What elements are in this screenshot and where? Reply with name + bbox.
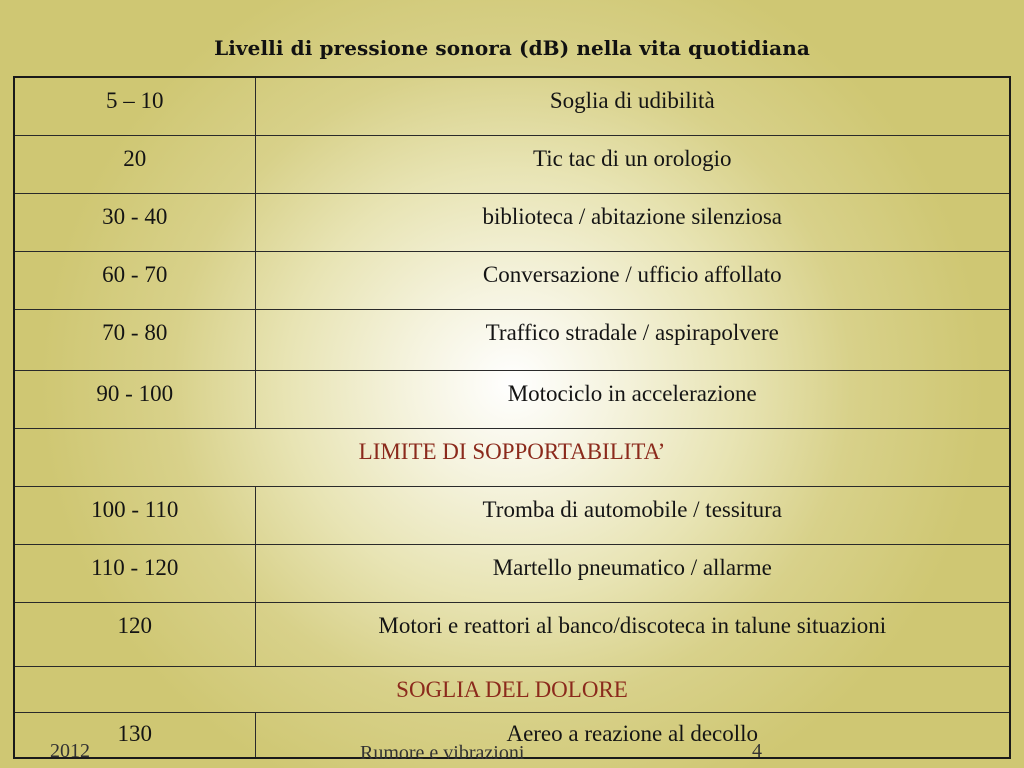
table-row [14, 602, 1010, 666]
level-cell: 100 - 110 [14, 486, 255, 544]
level-cell: 30 - 40 [14, 193, 255, 251]
footer-topic: Rumore e vibrazioni [360, 742, 525, 764]
description-cell: Motociclo in accelerazione [255, 370, 1010, 428]
table-row [14, 251, 1010, 309]
level-cell: 110 - 120 [14, 544, 255, 602]
threshold-row [14, 428, 1010, 486]
description-cell: Martello pneumatico / allarme [255, 544, 1010, 602]
table-row [14, 309, 1010, 370]
table-row [14, 77, 1010, 135]
threshold-label: SOGLIA DEL DOLORE [14, 666, 1010, 712]
description-cell: Aereo a reazione al decollo [255, 712, 1010, 758]
level-cell: 60 - 70 [14, 251, 255, 309]
level-cell: 20 [14, 135, 255, 193]
description-cell: Conversazione / ufficio affollato [255, 251, 1010, 309]
description-cell: biblioteca / abitazione silenziosa [255, 193, 1010, 251]
description-cell: Tic tac di un orologio [255, 135, 1010, 193]
description-cell: Soglia di udibilità [255, 77, 1010, 135]
level-cell: 130 [14, 712, 255, 758]
description-cell: Tromba di automobile / tessitura [255, 486, 1010, 544]
threshold-row [14, 666, 1010, 712]
level-cell: 5 – 10 [14, 77, 255, 135]
table-row [14, 544, 1010, 602]
description-cell: Traffico stradale / aspirapolvere [255, 309, 1010, 370]
sound-level-table [13, 76, 1011, 759]
description-cell: Motori e reattori al banco/discoteca in talune situazioni [255, 602, 1010, 666]
table-row [14, 486, 1010, 544]
level-cell: 120 [14, 602, 255, 666]
table-row [14, 370, 1010, 428]
slide-title: Livelli di pressione sonora (dB) nella vita quotidiana [214, 36, 810, 60]
table-row [14, 193, 1010, 251]
footer-page-number: 4 [752, 740, 762, 762]
footer-year: 2012 [50, 740, 90, 762]
table-row [14, 135, 1010, 193]
level-cell: 70 - 80 [14, 309, 255, 370]
level-cell: 90 - 100 [14, 370, 255, 428]
threshold-label: LIMITE DI SOPPORTABILITA’ [14, 428, 1010, 486]
